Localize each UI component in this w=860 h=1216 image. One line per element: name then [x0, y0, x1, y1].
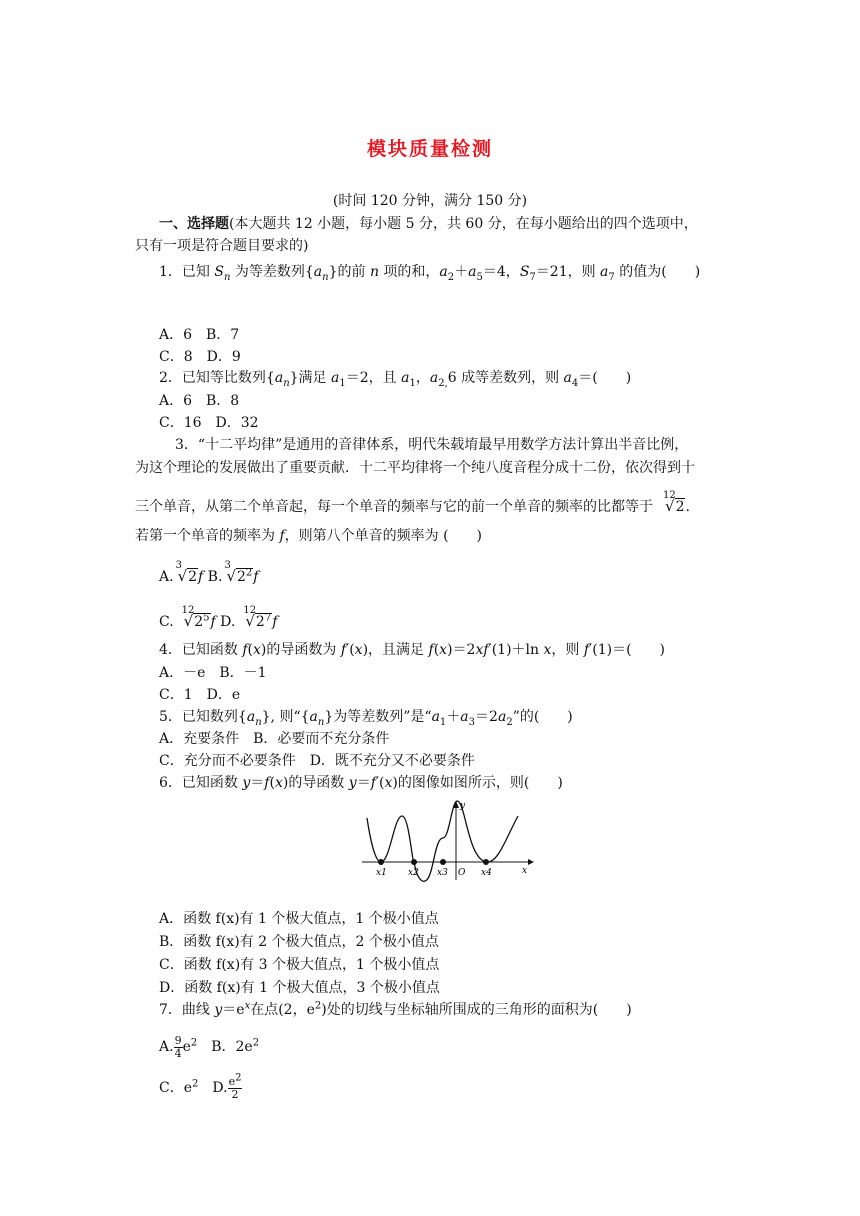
question-7: 7．曲线 $y=e^x$在点(2，$e^2$)处的切线与坐标轴所围成的三角形的面积为( ) [159, 1000, 632, 1018]
section-intro [159, 214, 698, 234]
point-x1 [378, 859, 384, 865]
question-6: 6．已知函数 y＝f(x)的导函数 y＝f′(x)的图像如图所示，则( ) [159, 775, 563, 791]
question-5-options-ab: A．充要条件 B．必要而不充分条件 [159, 731, 390, 747]
section-intro-cont: 只有一项是符合题目要求的) [135, 238, 309, 254]
point-x3 [440, 859, 446, 865]
label-x-axis: x [522, 866, 528, 876]
question-2-options-ab: A．6 B．8 [159, 393, 240, 409]
derivative-graph [360, 798, 535, 883]
label-x2: x2 [408, 868, 419, 878]
point-x4 [483, 859, 489, 865]
question-3-options-ab: A. 3 √2f B. 3 $√2^2f$ [159, 560, 259, 585]
question-6-option-c: C．函数 f(x)有 3 个极大值点，1 个极小值点 [159, 957, 440, 973]
question-3-line-1: 3．“十二平均律”是通用的音律体系，明代朱载堉最早用数学方法计算出半音比例， [175, 437, 689, 453]
question-1-options-ab: A．6 B．7 [159, 327, 240, 343]
label-x3: x3 [437, 868, 448, 878]
point-x2 [411, 859, 417, 865]
x-axis-arrow [528, 859, 534, 865]
question-6-option-a: A．函数 f(x)有 1 个极大值点，1 个极小值点 [159, 911, 439, 927]
label-x1: x1 [376, 868, 387, 878]
question-7-options-ab: A. $\frac{9}{4}$ $e^2$ B．$2e^2$ [159, 1033, 260, 1060]
question-3-line-3: 三个单音，从第二个单音起，每一个单音的频率与它的前一个单音的频率的比都等于 12 √2. [135, 490, 690, 515]
question-6-option-d: D．函数 f(x)有 1 个极大值点，3 个极小值点 [159, 980, 440, 996]
question-2-options-cd: C．16 D．32 [159, 415, 259, 431]
label-origin: O [458, 868, 466, 878]
question-4-options-ab: A．－e B．－1 [159, 665, 267, 681]
section-heading: 一、选择题 [159, 216, 229, 232]
question-2: 2．已知等比数列$\{a_n\}$满足 $a_1=2$，且 $a_1$，$a_{2,}6$ 成等差数列，则 $a_4=$( ) [159, 370, 632, 389]
question-1: 1．已知 $S_n$ 为等差数列$\{a_n\}$的前 n 项的和，$a_2+a_5=4$，$S_7=21$，则 $a_7$ 的值为( ) [159, 264, 701, 283]
section-intro-text: (本大题共 12 小题，每小题 5 分，共 60 分，在每小题给出的四个选项中， [229, 216, 698, 232]
label-x4: x4 [481, 868, 492, 878]
question-5: 5．已知数列$\{a_n\}$, 则“$\{a_n\}$为等差数列”是“$a_1+a_3=2a_2$”的( ) [159, 709, 573, 728]
question-7-options-cd: C．$e^2$ D. $\frac{e^2}{2}$ [159, 1071, 242, 1101]
question-3-options-cd: C. 12 $√2^5f$ D. 12 $√2^7f$ [159, 605, 278, 630]
question-1-options-cd: C．8 D．9 [159, 349, 241, 365]
question-3-line-2: 为这个理论的发展做出了重要贡献．十二平均律将一个纯八度音程分成十二份，依次得到十 [135, 460, 695, 476]
question-4: 4．已知函数 f(x)的导函数为 f′(x)，且满足 f(x)＝2xf′(1)＋ln x，则 f′(1)＝( ) [159, 642, 665, 658]
page-title: 模块质量检测 [366, 138, 493, 160]
label-y-axis: y [460, 801, 466, 811]
question-3-line-4: 若第一个单音的频率为 f，则第八个单音的频率为 ( ) [135, 528, 483, 544]
question-5-options-cd: C．充分而不必要条件 D．既不充分又不必要条件 [159, 753, 475, 769]
exam-info: (时间 120 分钟，满分 150 分) [332, 193, 528, 209]
question-4-options-cd: C．1 D．e [159, 687, 241, 703]
question-6-option-b: B．函数 f(x)有 2 个极大值点，2 个极小值点 [159, 934, 439, 950]
